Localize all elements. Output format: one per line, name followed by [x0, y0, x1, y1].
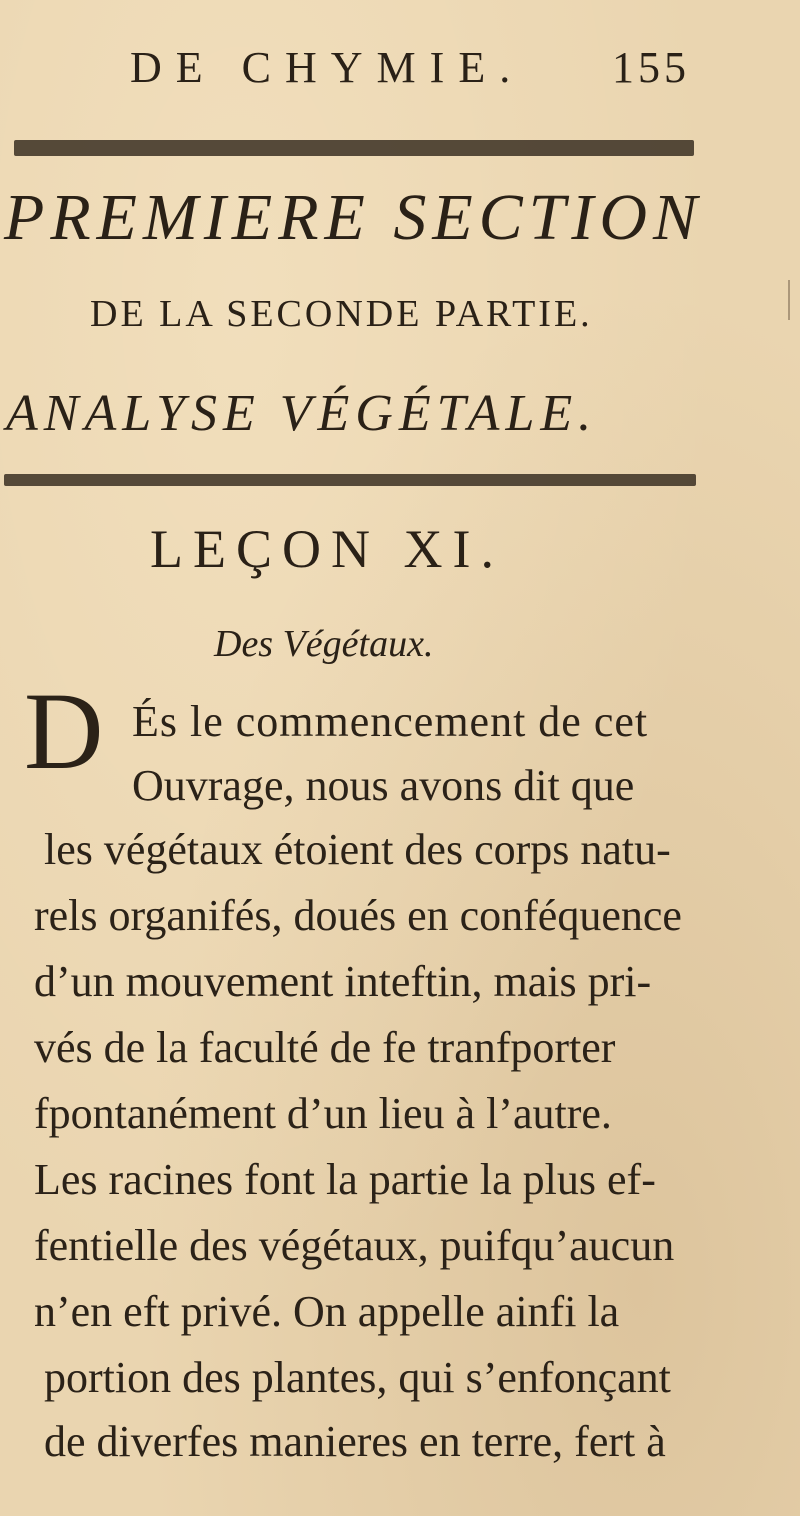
text-line-6: vés de la faculté de fe tranfporter [34, 1023, 616, 1072]
text-line-9: fentielle des végétaux, puifqu’aucun [34, 1221, 675, 1270]
text-line-10: n’en eft privé. On appelle ainfi la [34, 1287, 620, 1336]
section-title: PREMIERE SECTION [4, 181, 704, 254]
text-line-8: Les racines font la partie la plus ef- [34, 1155, 656, 1204]
running-head-title: DE CHYMIE. [130, 43, 525, 92]
text-line-12: de diverfes manieres en terre, fert à [44, 1417, 666, 1466]
page-number: 155 [612, 43, 690, 92]
text-line-11: portion des plantes, qui s’enfonçant [44, 1353, 671, 1402]
part-title: DE LA SECONDE PARTIE. [90, 293, 593, 335]
ornamental-rule-top [14, 140, 694, 156]
drop-cap: D [24, 670, 104, 792]
lesson-title: LEÇON XI. [150, 519, 504, 579]
analysis-title: ANALYSE VÉGÉTALE. [6, 385, 598, 442]
text-line-5: d’un mouvement inteftin, mais pri- [34, 957, 652, 1006]
text-line-3: les végétaux étoient des corps natu- [44, 825, 671, 874]
text-line-2: Ouvrage, nous avons dit que [132, 761, 635, 810]
lesson-subtitle: Des Végétaux. [214, 623, 434, 665]
text-line-4: rels organifés, doués en conféquence [34, 891, 682, 940]
running-head [130, 42, 690, 102]
ornamental-rule-middle [4, 474, 696, 486]
text-line-1: És le commencement de cet [132, 697, 649, 746]
page-edge-mark [788, 280, 790, 320]
text-line-7: fpontanément d’un lieu à l’autre. [34, 1089, 612, 1138]
